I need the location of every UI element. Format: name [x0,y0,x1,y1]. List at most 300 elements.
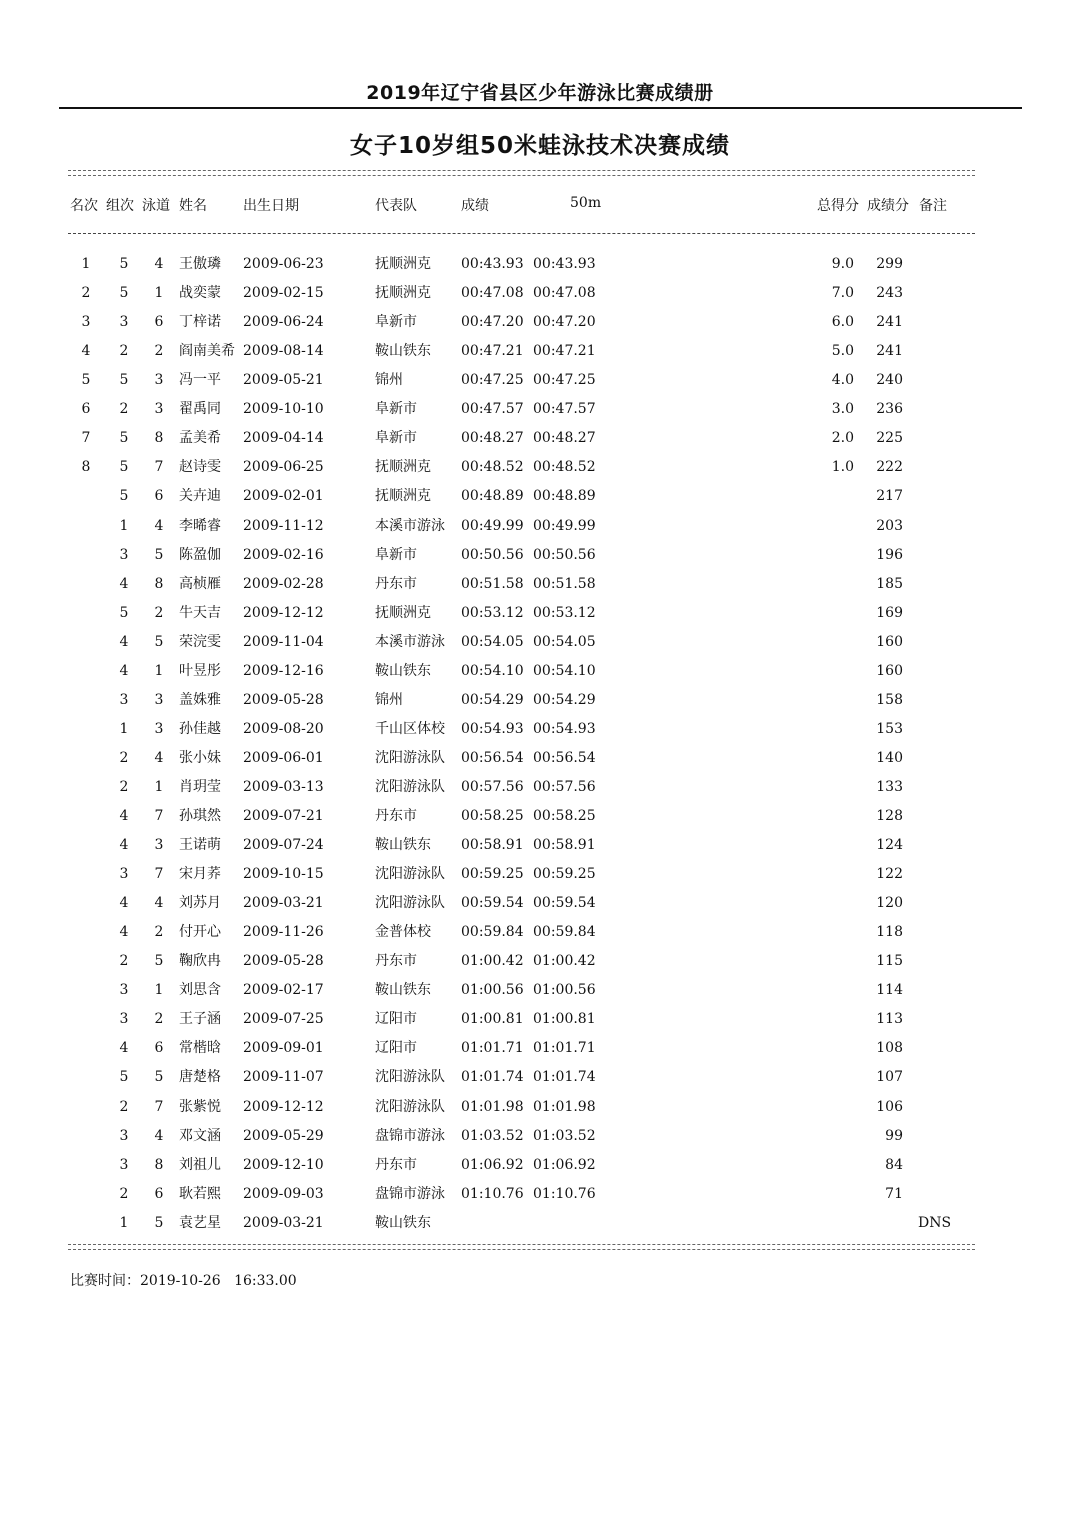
cell-score: 84 [885,1156,903,1173]
cell-score: 169 [876,604,903,621]
cell-name: 战奕蒙 [179,285,221,302]
cell-team: 抚顺洲克 [375,256,431,272]
cell-dob: 2009-11-04 [243,633,324,650]
cell-split: 00:54.10 [533,662,596,679]
cell-name: 冯一平 [179,372,221,389]
cell-team: 阜新市 [375,401,417,418]
cell-result: 01:00.56 [461,982,524,999]
cell-split: 01:01.74 [533,1069,596,1086]
top-double-rule [68,170,975,176]
cell-team: 抚顺洲克 [375,459,431,476]
cell-heat: 3 [119,982,129,999]
cell-team: 鞍山铁东 [375,343,431,360]
cell-split: 00:54.29 [533,691,596,708]
cell-points: 3.0 [831,401,854,418]
cell-name: 孟美希 [179,430,221,447]
cell-team: 鞍山铁东 [375,982,431,999]
cell-name: 肖玥莹 [179,778,221,795]
cell-score: 118 [876,924,903,941]
cell-score: 124 [876,837,903,853]
cell-lane: 2 [154,1011,164,1028]
cell-lane: 7 [154,808,164,824]
cell-name: 高桢雁 [179,575,221,592]
cell-team: 本溪市游泳 [375,517,445,534]
table-row [0,428,1080,457]
cell-rank: 8 [81,459,91,476]
table-row [0,806,1080,835]
cell-lane: 5 [154,633,164,650]
table-row [0,1097,1080,1126]
table-row [0,690,1080,719]
cell-score: 128 [876,808,903,824]
cell-dob: 2009-10-10 [243,401,324,418]
cell-team: 沈阳游泳队 [375,866,445,883]
cell-split: 00:47.20 [533,314,596,331]
cell-lane: 6 [154,488,164,505]
cell-points: 4.0 [831,372,854,389]
cell-team: 丹东市 [375,1156,417,1173]
cell-dob: 2009-11-12 [243,517,324,534]
cell-dob: 2009-02-17 [243,982,324,999]
cell-split: 00:57.56 [533,778,596,795]
cell-split: 00:48.52 [533,459,596,476]
document-header: 2019年辽宁省县区少年游泳比赛成绩册 [366,82,714,104]
cell-result: 00:47.21 [461,343,524,360]
cell-name: 关卉迪 [179,488,221,505]
cell-name: 孙佳越 [179,720,221,737]
cell-name: 唐楚格 [179,1069,221,1086]
cell-lane: 7 [154,1098,164,1115]
cell-heat: 1 [119,720,129,737]
cell-lane: 3 [154,720,164,737]
cell-result: 00:43.93 [461,256,524,272]
cell-heat: 4 [119,633,129,650]
cell-heat: 3 [119,1127,129,1144]
cell-heat: 5 [119,1069,129,1086]
cell-split: 00:58.25 [533,808,596,824]
cell-lane: 7 [154,459,164,476]
cell-heat: 5 [119,372,129,389]
header-rule [59,107,1022,109]
cell-team: 沈阳游泳队 [375,749,445,766]
cell-dob: 2009-05-28 [243,691,324,708]
cell-dob: 2009-12-12 [243,1098,324,1115]
table-row [0,835,1080,864]
cell-dob: 2009-09-01 [243,1040,324,1057]
cell-rank: 2 [81,285,91,302]
table-row [0,1184,1080,1213]
cell-score: 225 [876,430,903,447]
cell-result: 01:03.52 [461,1127,524,1144]
cell-split: 00:47.21 [533,343,596,360]
cell-score: 243 [876,285,903,302]
cell-dob: 2009-08-20 [243,720,324,737]
cell-score: 203 [876,517,903,534]
cell-team: 盘锦市游泳 [375,1185,445,1202]
cell-split: 00:59.84 [533,924,596,941]
cell-result: 00:54.29 [461,691,524,708]
cell-result: 00:59.54 [461,895,524,912]
cell-split: 00:48.27 [533,430,596,447]
cell-team: 锦州 [375,691,403,708]
cell-dob: 2009-06-24 [243,314,324,331]
cell-heat: 5 [119,459,129,476]
cell-team: 金普体校 [375,924,431,941]
cell-name: 赵诗雯 [179,459,221,476]
cell-name: 翟禹同 [179,401,221,418]
cell-name: 鞠欣冉 [179,953,221,970]
cell-dob: 2009-03-13 [243,778,324,795]
cell-lane: 8 [154,1156,164,1173]
cell-split: 01:06.92 [533,1156,596,1173]
cell-team: 辽阳市 [375,1011,417,1028]
cell-team: 鞍山铁东 [375,837,431,853]
cell-lane: 1 [154,778,164,795]
table-row [0,980,1080,1009]
cell-heat: 4 [119,808,129,824]
cell-heat: 4 [119,895,129,912]
cell-result: 01:06.92 [461,1156,524,1173]
cell-heat: 2 [119,749,129,766]
cell-heat: 2 [119,343,129,360]
cell-team: 辽阳市 [375,1040,417,1057]
cell-team: 抚顺洲克 [375,285,431,302]
table-row [0,1009,1080,1038]
cell-points: 5.0 [831,343,854,360]
cell-heat: 3 [119,691,129,708]
cell-heat: 5 [119,256,129,272]
cell-heat: 1 [119,1214,129,1231]
cell-lane: 7 [154,866,164,883]
cell-rank: 7 [81,430,91,447]
cell-team: 盘锦市游泳 [375,1127,445,1144]
cell-rank: 1 [81,256,91,272]
cell-name: 袁艺星 [179,1214,221,1231]
cell-dob: 2009-06-01 [243,749,324,766]
cell-name: 叶昱彤 [179,662,221,679]
table-row [0,1038,1080,1067]
cell-dob: 2009-02-15 [243,285,324,302]
cell-dob: 2009-11-26 [243,924,324,941]
cell-lane: 4 [154,895,164,912]
cell-team: 抚顺洲克 [375,604,431,621]
cell-team: 沈阳游泳队 [375,1069,445,1086]
cell-result: 00:48.52 [461,459,524,476]
table-row [0,777,1080,806]
cell-dob: 2009-12-10 [243,1156,324,1173]
cell-split: 00:56.54 [533,749,596,766]
cell-split: 00:43.93 [533,256,596,272]
bottom-double-rule [68,1244,975,1250]
cell-result: 01:10.76 [461,1185,524,1202]
table-row [0,922,1080,951]
cell-result: 01:01.71 [461,1040,524,1057]
cell-name: 盖姝雅 [179,691,221,708]
cell-lane: 4 [154,517,164,534]
cell-dob: 2009-03-21 [243,895,324,912]
table-row [0,516,1080,545]
cell-dob: 2009-11-07 [243,1069,324,1086]
cell-points: 7.0 [831,285,854,302]
cell-heat: 4 [119,837,129,853]
cell-split: 00:54.93 [533,720,596,737]
cell-score: 133 [876,778,903,795]
cell-lane: 8 [154,575,164,592]
cell-dob: 2009-05-28 [243,953,324,970]
cell-score: 153 [876,720,903,737]
cell-lane: 3 [154,401,164,418]
cell-team: 阜新市 [375,546,417,563]
cell-score: 120 [876,895,903,912]
cell-result: 00:47.20 [461,314,524,331]
cell-lane: 4 [154,256,164,272]
cell-team: 丹东市 [375,808,417,824]
cell-heat: 3 [119,866,129,883]
table-row [0,951,1080,980]
cell-name: 刘思含 [179,982,221,999]
cell-name: 付开心 [179,924,221,941]
col-lane: 泳道 [142,198,170,214]
cell-lane: 3 [154,372,164,389]
cell-score: 240 [876,372,903,389]
cell-lane: 1 [154,662,164,679]
cell-lane: 2 [154,924,164,941]
cell-result: 00:47.08 [461,285,524,302]
cell-score: 140 [876,749,903,766]
cell-dob: 2009-07-25 [243,1011,324,1028]
cell-result: 00:58.25 [461,808,524,824]
cell-lane: 5 [154,1069,164,1086]
cell-team: 沈阳游泳队 [375,1098,445,1115]
cell-team: 沈阳游泳队 [375,895,445,912]
cell-lane: 5 [154,1214,164,1231]
cell-score: 122 [876,866,903,883]
table-row [0,341,1080,370]
cell-score: 71 [885,1185,903,1202]
table-row [0,370,1080,399]
col-score: 成绩分 [867,198,909,214]
cell-team: 沈阳游泳队 [375,778,445,795]
table-row [0,719,1080,748]
cell-points: 1.0 [831,459,854,476]
cell-split: 00:54.05 [533,633,596,650]
cell-result: 00:54.10 [461,662,524,679]
cell-split: 00:53.12 [533,604,596,621]
cell-name: 宋月荞 [179,866,221,883]
cell-heat: 2 [119,401,129,418]
cell-score: 107 [876,1069,903,1086]
cell-result: 00:56.54 [461,749,524,766]
cell-score: 108 [876,1040,903,1057]
cell-team: 丹东市 [375,575,417,592]
cell-points: 9.0 [831,256,854,272]
cell-name: 刘祖儿 [179,1156,221,1173]
table-row [0,748,1080,777]
table-row [0,1126,1080,1155]
table-row [0,1067,1080,1096]
cell-result: 00:48.89 [461,488,524,505]
cell-points: 2.0 [831,430,854,447]
cell-split: 01:00.56 [533,982,596,999]
cell-rank: 5 [81,372,91,389]
cell-score: 106 [876,1098,903,1115]
cell-heat: 4 [119,575,129,592]
cell-dob: 2009-09-03 [243,1185,324,1202]
cell-score: 241 [876,314,903,331]
cell-score: 114 [876,982,903,999]
cell-split: 00:51.58 [533,575,596,592]
cell-result: 00:53.12 [461,604,524,621]
cell-team: 阜新市 [375,314,417,331]
cell-name: 王傲璘 [179,256,221,272]
cell-score: 241 [876,343,903,360]
cell-heat: 5 [119,488,129,505]
cell-name: 邓文涵 [179,1127,221,1144]
cell-result: 01:00.81 [461,1011,524,1028]
table-row [0,399,1080,428]
cell-dob: 2009-06-25 [243,459,324,476]
cell-dob: 2009-02-16 [243,546,324,563]
col-points: 总得分 [817,198,859,214]
cell-dob: 2009-02-28 [243,575,324,592]
cell-result: 00:49.99 [461,517,524,534]
cell-name: 陈盈伽 [179,546,221,563]
cell-result: 00:58.91 [461,837,524,853]
cell-heat: 1 [119,517,129,534]
cell-heat: 4 [119,924,129,941]
cell-split: 01:10.76 [533,1185,596,1202]
cell-team: 鞍山铁东 [375,662,431,679]
cell-result: 00:48.27 [461,430,524,447]
match-time: 比赛时间：2019-10-26 16:33.00 [70,1273,297,1289]
cell-points: 6.0 [831,314,854,331]
cell-lane: 4 [154,1127,164,1144]
cell-team: 锦州 [375,372,403,389]
cell-heat: 2 [119,953,129,970]
cell-heat: 3 [119,314,129,331]
col-result: 成绩 [461,198,489,214]
event-title: 女子10岁组50米蛙泳技术决赛成绩 [349,133,730,159]
cell-lane: 6 [154,1040,164,1057]
table-row [0,661,1080,690]
cell-result: 00:54.93 [461,720,524,737]
cell-name: 阎南美希 [179,343,235,360]
table-row [0,545,1080,574]
cell-team: 本溪市游泳 [375,633,445,650]
cell-dob: 2009-10-15 [243,866,324,883]
cell-dob: 2009-03-21 [243,1214,324,1231]
cell-result: 00:50.56 [461,546,524,563]
cell-split: 01:00.42 [533,953,596,970]
cell-lane: 5 [154,953,164,970]
cell-score: 113 [876,1011,903,1028]
cell-split: 01:00.81 [533,1011,596,1028]
cell-split: 00:47.25 [533,372,596,389]
cell-split: 01:01.98 [533,1098,596,1115]
cell-name: 荣浣雯 [179,633,221,650]
cell-lane: 3 [154,691,164,708]
cell-name: 常楷晗 [179,1040,221,1057]
cell-heat: 4 [119,662,129,679]
cell-heat: 5 [119,430,129,447]
cell-result: 00:57.56 [461,778,524,795]
cell-lane: 5 [154,546,164,563]
cell-rank: 6 [81,401,91,418]
cell-score: 196 [876,546,903,563]
cell-lane: 2 [154,343,164,360]
cell-result: 00:47.25 [461,372,524,389]
cell-name: 王诺萌 [179,837,221,853]
cell-result: 00:51.58 [461,575,524,592]
cell-heat: 3 [119,1011,129,1028]
header-separator-rule [68,233,975,234]
cell-name: 孙琪然 [179,808,221,824]
cell-team: 丹东市 [375,953,417,970]
col-dob: 出生日期 [243,198,299,214]
cell-dob: 2009-02-01 [243,488,324,505]
col-rank: 名次 [70,198,98,214]
cell-result: 00:59.25 [461,866,524,883]
cell-dob: 2009-12-16 [243,662,324,679]
cell-split: 00:59.25 [533,866,596,883]
table-row [0,283,1080,312]
cell-score: 222 [876,459,903,476]
cell-name: 张紫悦 [179,1098,221,1115]
cell-score: 160 [876,662,903,679]
cell-split: 01:03.52 [533,1127,596,1144]
cell-score: 99 [885,1127,903,1144]
cell-name: 张小妹 [179,749,221,766]
cell-result: 01:01.74 [461,1069,524,1086]
table-row [0,574,1080,603]
cell-split: 00:47.57 [533,401,596,418]
cell-result: 00:54.05 [461,633,524,650]
cell-heat: 2 [119,1185,129,1202]
cell-dob: 2009-07-24 [243,837,324,853]
cell-lane: 2 [154,604,164,621]
cell-split: 00:59.54 [533,895,596,912]
cell-score: 299 [876,256,903,272]
col-note: 备注 [919,198,947,214]
cell-split: 00:48.89 [533,488,596,505]
cell-score: 217 [876,488,903,505]
cell-heat: 4 [119,1040,129,1057]
table-row [0,486,1080,515]
cell-dob: 2009-08-14 [243,343,324,360]
cell-split: 00:58.91 [533,837,596,853]
cell-team: 抚顺洲克 [375,488,431,505]
cell-result: 01:00.42 [461,953,524,970]
cell-split: 00:47.08 [533,285,596,302]
cell-name: 李晞睿 [179,517,221,534]
cell-dob: 2009-07-21 [243,808,324,824]
cell-result: 01:01.98 [461,1098,524,1115]
cell-name: 丁梓诺 [179,314,221,331]
cell-team: 鞍山铁东 [375,1214,431,1231]
table-row [0,864,1080,893]
cell-split: 01:01.71 [533,1040,596,1057]
cell-heat: 3 [119,546,129,563]
cell-lane: 4 [154,749,164,766]
cell-score: 160 [876,633,903,650]
cell-name: 牛天吉 [179,604,221,621]
cell-score: 158 [876,691,903,708]
table-row [0,1155,1080,1184]
cell-lane: 6 [154,1185,164,1202]
col-name: 姓名 [179,198,207,214]
table-row [0,457,1080,486]
cell-heat: 2 [119,1098,129,1115]
